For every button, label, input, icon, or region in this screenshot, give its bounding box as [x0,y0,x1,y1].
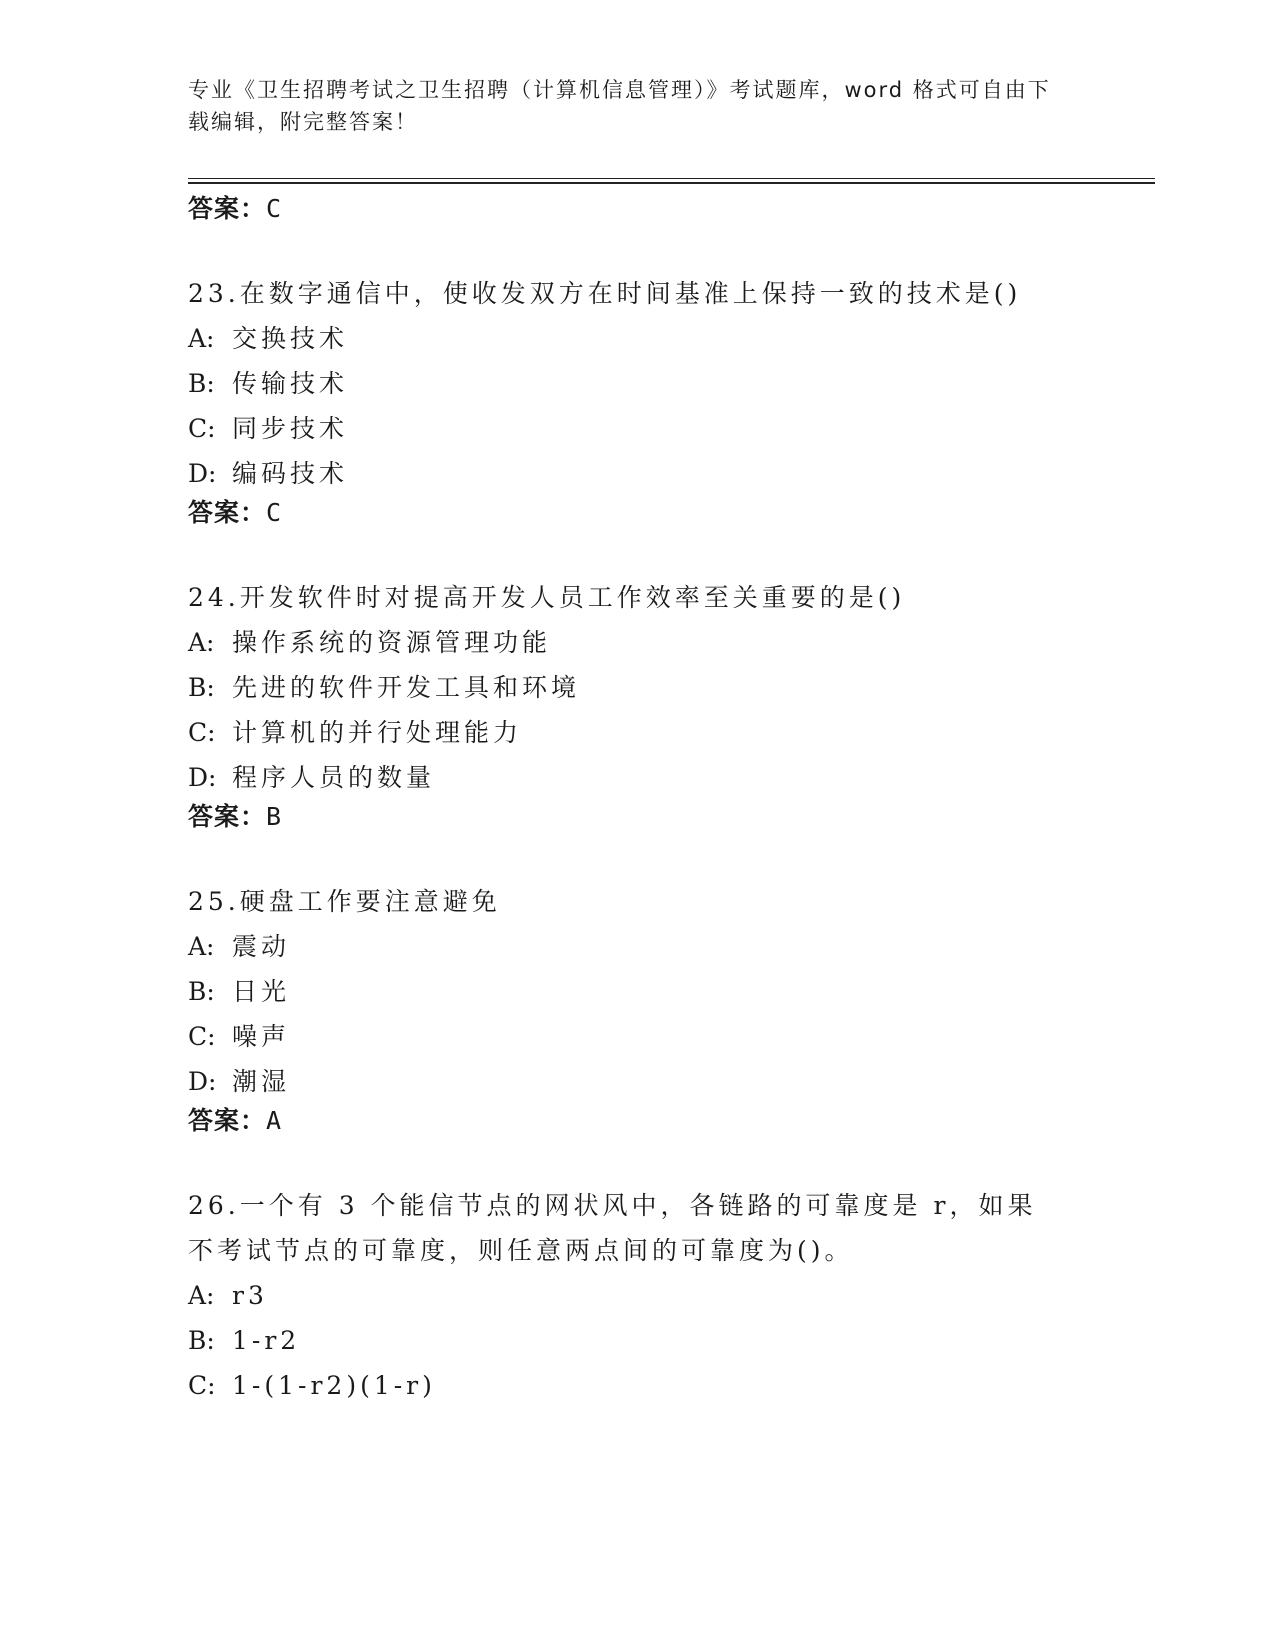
answer-line [188,1104,1088,1138]
option-text: r3 [232,1281,268,1310]
question-stem: 24.开发软件时对提高开发人员工作效率至关重要的是() [188,583,906,612]
header-divider-thick [188,182,1155,184]
option-key: C: [188,1371,216,1400]
question-stem: 26.一个有 3 个能信节点的网状风中，各链路的可靠度是 r，如果不考试节点的可靠度，则任意两点间的可靠度为()。 [188,1191,1037,1265]
option-text: 噪声 [232,1022,291,1051]
answer-value: C [266,194,283,223]
option-key: A: [188,324,215,353]
option-text: 操作系统的资源管理功能 [232,628,552,657]
answer-value: B [266,802,283,831]
option-text: 编码技术 [232,459,349,488]
option-text: 计算机的并行处理能力 [232,718,523,747]
answer-line [188,496,1088,530]
option-c [188,1014,1088,1059]
option-a [188,620,1088,665]
option-key: B: [188,673,215,702]
document-header [188,74,1068,138]
answer-label: 答案： [188,1106,267,1135]
option-text: 震动 [232,932,291,961]
option-key: D: [188,763,217,792]
question-item [188,1183,1088,1408]
option-key: D: [188,1067,217,1096]
option-text: 同步技术 [232,414,349,443]
option-b [188,969,1088,1014]
option-key: A: [188,628,215,657]
option-b [188,361,1088,406]
answer-value: A [266,1106,283,1135]
question-item [188,879,1088,1138]
option-key: C: [188,1022,216,1051]
answer-line [188,192,1088,226]
question-stem: 25.硬盘工作要注意避免 [188,887,501,916]
option-a [188,1273,1088,1318]
option-text: 交换技术 [232,324,349,353]
option-text: 潮湿 [232,1067,291,1096]
option-a [188,316,1088,361]
answer-line [188,800,1088,834]
header-intro-text: 专业《卫生招聘考试之卫生招聘（计算机信息管理）》考试题库，word 格式可自由下载编辑，附完整答案！ [188,78,1051,134]
option-d [188,451,1088,496]
question-item [188,575,1088,834]
option-text: 程序人员的数量 [232,763,436,792]
option-key: B: [188,369,215,398]
option-text: 1-r2 [232,1326,301,1355]
option-key: D: [188,459,217,488]
option-c [188,710,1088,755]
option-key: B: [188,977,215,1006]
header-divider-thin [188,178,1155,179]
option-key: A: [188,1281,215,1310]
option-b [188,1318,1088,1363]
option-key: C: [188,718,216,747]
question-list [188,192,1088,1408]
question-stem: 23.在数字通信中，使收发双方在时间基准上保持一致的技术是() [188,279,1022,308]
option-key: A: [188,932,215,961]
option-c [188,406,1088,451]
option-key: B: [188,1326,215,1355]
option-text: 传输技术 [232,369,349,398]
option-text: 先进的软件开发工具和环境 [232,673,581,702]
answer-value: C [266,498,283,527]
option-c [188,1363,1088,1408]
answer-label: 答案： [188,498,267,527]
answer-label: 答案： [188,802,267,831]
option-d [188,755,1088,800]
option-d [188,1059,1088,1104]
option-text: 1-(1-r2)(1-r) [232,1371,436,1400]
option-key: C: [188,414,216,443]
question-item [188,271,1088,530]
option-text: 日光 [232,977,291,1006]
option-a [188,924,1088,969]
answer-label: 答案： [188,194,267,223]
option-b [188,665,1088,710]
